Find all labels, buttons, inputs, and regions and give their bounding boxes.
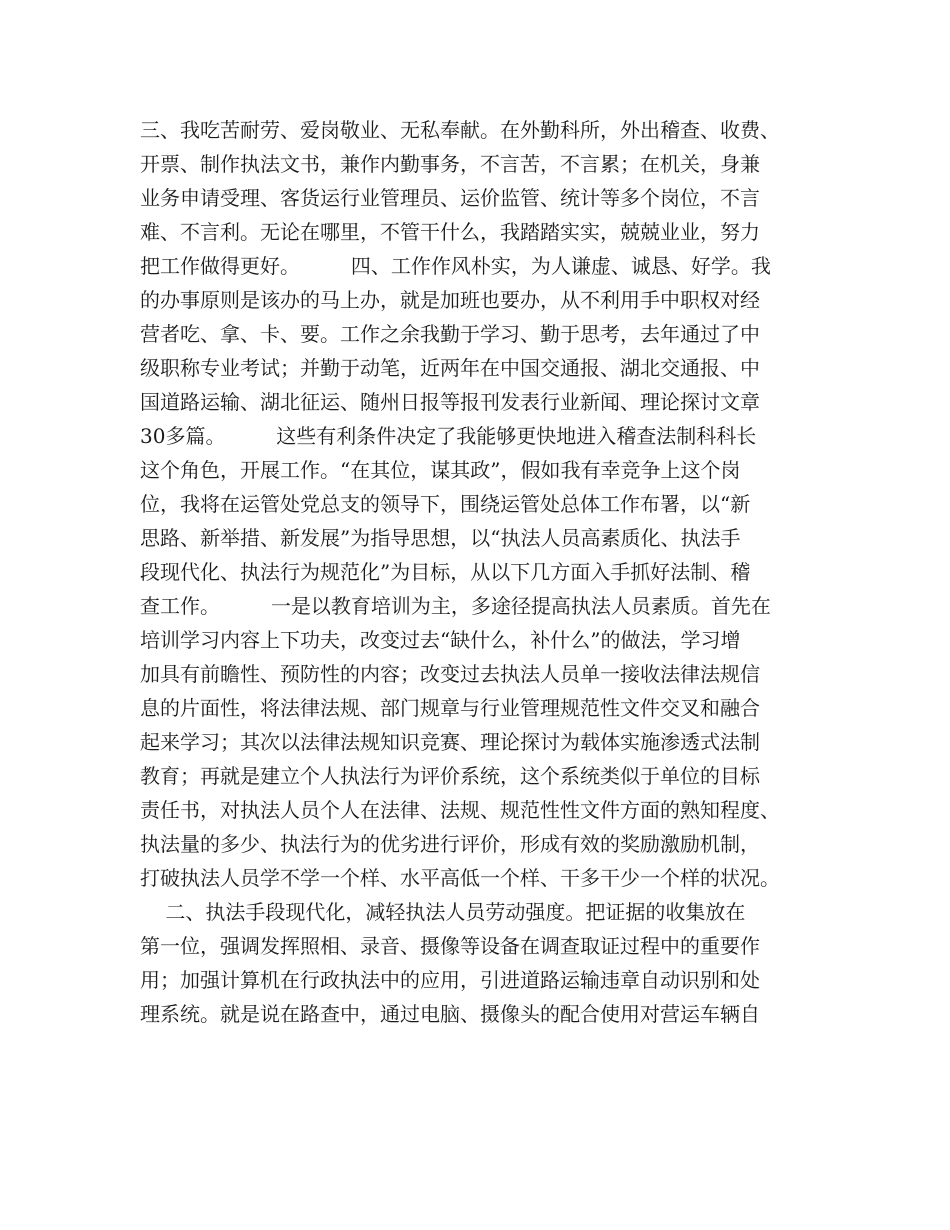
text-line: 起来学习；其次以法律法规知识竞赛、理论探讨为载体实施渗透式法制 [140,730,760,754]
text-line: 理系统。就是说在路查中，通过电脑、摄像头的配合使用对营运车辆自 [140,1002,760,1026]
text-line: 息的片面性，将法律法规、部门规章与行业管理规范性文件交叉和融合 [140,696,760,720]
text-line: 用；加强计算机在行政执法中的应用，引进道路运输违章自动识别和处 [140,968,760,992]
text-line: 责任书，对执法人员个人在法律、法规、规范性性文件方面的熟知程度、 [140,798,780,822]
text-line: 打破执法人员学不学一个样、水平高低一个样、干多干少一个样的状况。 [140,866,780,890]
text-line: 级职称专业考试；并勤于动笔，近两年在中国交通报、湖北交通报、中 [140,356,760,380]
document-body-text [140,113,830,1031]
text-line: 难、不言利。无论在哪里，不管干什么，我踏踏实实，兢兢业业，努力 [140,220,760,244]
text-line: 教育；再就是建立个人执法行为评价系统，这个系统类似于单位的目标 [140,764,760,788]
text-line: 业务申请受理、客货运行业管理员、运价监管、统计等多个岗位，不言 [140,186,760,210]
text-line: 三、我吃苦耐劳、爱岗敬业、无私奉献。在外勤科所，外出稽查、收费、 [140,118,780,142]
text-line: 的办事原则是该办的马上办，就是加班也要办，从不利用手中职权对经 [140,288,760,312]
text-line: 30多篇。 这些有利条件决定了我能够更快地进入稽查法制科科长 [140,424,757,448]
text-line: 开票、制作执法文书，兼作内勤事务，不言苦，不言累；在机关，身兼 [140,152,760,176]
text-line: 段现代化、执法行为规范化”为目标，从以下几方面入手抓好法制、稽 [140,560,751,584]
text-line: 加具有前瞻性、预防性的内容；改变过去执法人员单一接收法律法规信 [140,662,760,686]
text-line: 位，我将在运管处党总支的领导下，围绕运管处总体工作布署，以“新 [140,492,751,516]
text-line: 思路、新举措、新发展”为指导思想，以“执法人员高素质化、执法手 [140,526,741,550]
text-line: 培训学习内容上下功夫，改变过去“缺什么，补什么”的做法，学习增 [140,628,741,652]
text-line: 执法量的多少、执法行为的优劣进行评价，形成有效的奖励激励机制， [140,832,760,856]
text-line: 第一位，强调发挥照相、录音、摄像等设备在调查取证过程中的重要作 [140,934,760,958]
text-line: 把工作做得更好。 四、工作作风朴实，为人谦虚、诚恳、好学。我 [140,254,771,278]
text-line: 这个角色，开展工作。“在其位，谋其政”，假如我有幸竞争上这个岗 [140,458,741,482]
text-line: 二、执法手段现代化，减轻执法人员劳动强度。把证据的收集放在 [140,900,746,924]
text-line: 营者吃、拿、卡、要。工作之余我勤于学习、勤于思考，去年通过了中 [140,322,760,346]
text-line: 国道路运输、湖北征运、随州日报等报刊发表行业新闻、理论探讨文章 [140,390,760,414]
text-line: 查工作。 一是以教育培训为主，多途径提高执法人员素质。首先在 [140,594,771,618]
